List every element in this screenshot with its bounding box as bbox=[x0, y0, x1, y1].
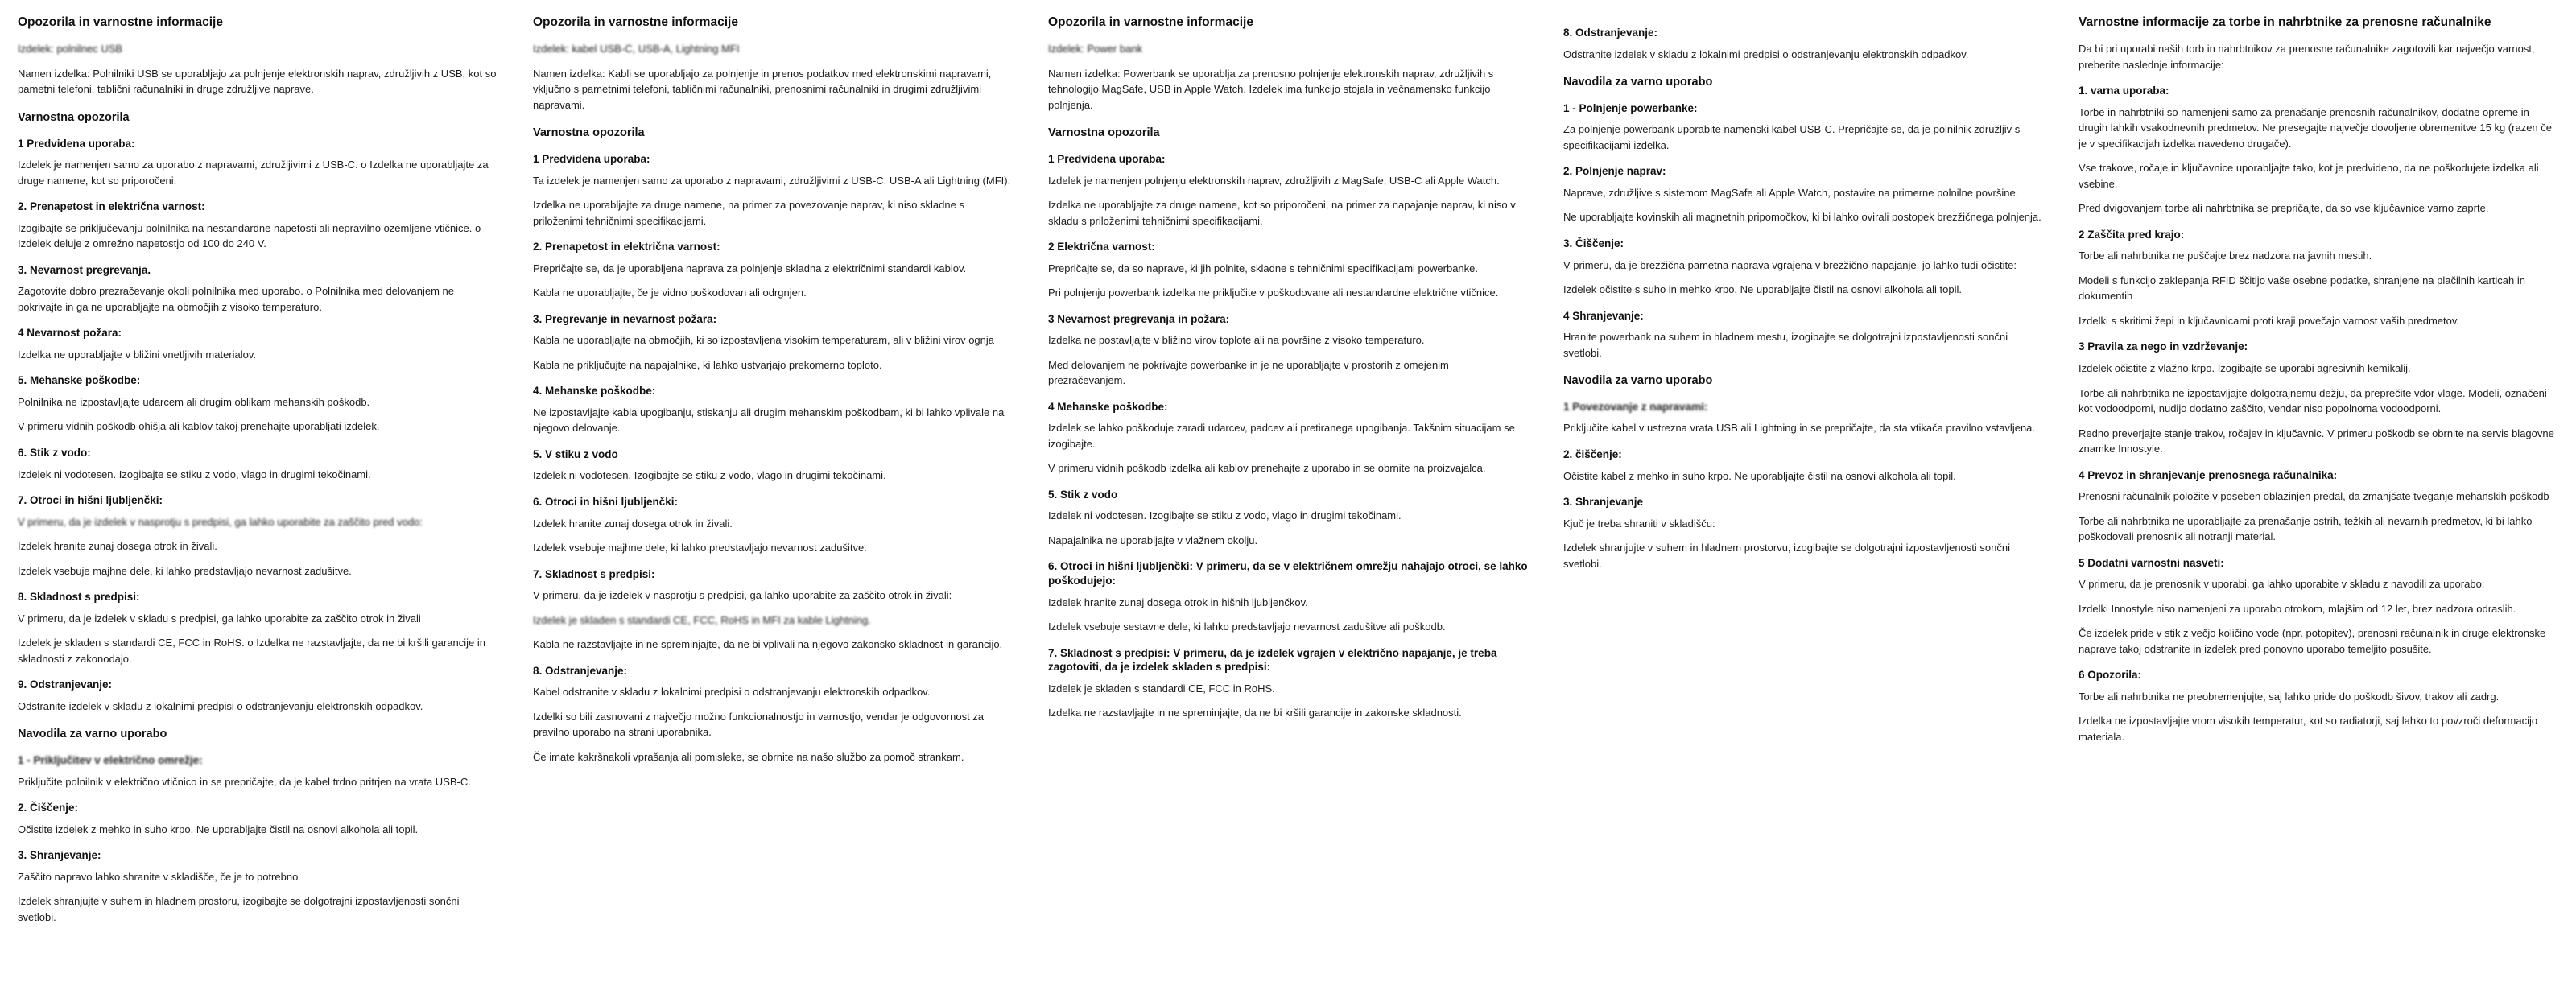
paragraph: Izdelek ni vodotesen. Izogibajte se stiku z vodo, vlago in drugimi tekočinami. bbox=[18, 468, 371, 480]
paragraph: Izdelek ni vodotesen. Izogibajte se stiku z vodo, vlago in drugimi tekočinami. bbox=[1048, 509, 1402, 522]
paragraph: Pri polnjenju powerbank izdelka ne priključite v poškodovane ali nestandardne električne vtičnice. bbox=[1048, 287, 1499, 299]
column-title: Varnostne informacije za torbe in nahrbtnike za prenosne računalnike bbox=[2079, 15, 2491, 29]
paragraph: Očistite kabel z mehko in suho krpo. Ne uporabljajte čistil na osnovi alkohola ali topil. bbox=[1563, 469, 1956, 482]
subsection-heading: 2. Polnjenje naprav: bbox=[1563, 165, 1666, 178]
subsection-heading bbox=[18, 753, 497, 768]
paragraph: Kabla ne uporabljajte, če je vidno poškodovan ali odrgnjen. bbox=[533, 287, 807, 299]
paragraph: Torbe ali nahrbtnika ne preobremenjujte, saj lahko pride do poškodb šivov, trakov ali zadrg. bbox=[2079, 690, 2500, 703]
subsection-heading: 4 Prevoz in shranjevanje prenosnega računalnika: bbox=[2079, 468, 2338, 481]
subsection-heading: 8. Odstranjevanje: bbox=[533, 664, 628, 677]
subsection-heading: 4 Shranjevanje: bbox=[1563, 309, 1644, 322]
paragraph: Izdelka ne izpostavljajte vrom visokih temperatur, kot so radiatorji, saj lahko to povzroči deformacijo materiala. bbox=[2079, 715, 2538, 743]
paragraph: Polnilnika ne izpostavljajte udarcem ali drugim oblikam mehanskih poškodb. bbox=[18, 395, 370, 408]
paragraph bbox=[18, 514, 497, 530]
subsection-heading: 2 Zaščita pred krajo: bbox=[2079, 228, 2185, 241]
paragraph: Da bi pri uporabi naših torb in nahrbtnikov za prenosne računalnike zagotovili kar največjo varnost, preberite naslednje informacije: bbox=[2079, 43, 2535, 71]
paragraph: Priključite polnilnik v električno vtičnico in se prepričajte, da je kabel trdno pritrjen na vrata USB-C. bbox=[18, 775, 471, 788]
section-heading: Varnostna opozorila bbox=[1048, 126, 1160, 140]
paragraph: Če izdelek pride v stik z večjo količino vode (npr. potopitev), prenosni računalnik in druge elektronske naprave takoj odstranite in izdelek pred ponovno uporabo temeljito posušite. bbox=[2079, 627, 2546, 655]
paragraph: V primeru vidnih poškodb ohišja ali kablov takoj prenehajte uporabljati izdelek. bbox=[18, 420, 380, 433]
column-title: Opozorila in varnostne informacije bbox=[533, 15, 738, 29]
paragraph: Torbe ali nahrbtnika ne puščajte brez nadzora na javnih mestih. bbox=[2079, 249, 2372, 262]
subsection-heading: 2 Električna varnost: bbox=[1048, 241, 1155, 254]
paragraph: Izdelek je skladen s standardi CE, FCC in RoHS. bbox=[1048, 682, 1275, 695]
paragraph: Kjuč je treba shraniti v skladišču: bbox=[1563, 517, 1715, 530]
paragraph: Izdelek vsebuje majhne dele, ki lahko predstavljajo nevarnost zadušitve. bbox=[533, 542, 867, 554]
paragraph: Izdelka ne uporabljajte za druge namene, na primer za povezovanje naprav, ki niso skladne s priloženimi tehničnimi specifikacijami. bbox=[533, 199, 964, 227]
paragraph: Izdelek očistite s suho in mehko krpo. Ne uporabljajte čistil na osnovi alkohola ali topil. bbox=[1563, 283, 1962, 296]
paragraph: Izogibajte se priključevanju polnilnika na nestandardne napetosti ali nepravilno ozemljene vtičnice. o Izdelek deluje z omrežno napetostjo od 100 do 240 V. bbox=[18, 221, 481, 250]
paragraph: Izdelek shranjujte v suhem in hladnem prostorvu, izogibajte se dolgotrajni izpostavljenosti sončni svetlobi. bbox=[1563, 542, 2010, 570]
subsection-heading: 3. Shranjevanje bbox=[1563, 496, 1644, 509]
subsection-heading: 1 Predvidena uporaba: bbox=[18, 137, 135, 150]
paragraph: Odstranite izdelek v skladu z lokalnimi predpisi o odstranjevanju elektronskih odpadkov. bbox=[18, 699, 423, 712]
subsection-heading: 2. Prenapetost in električna varnost: bbox=[533, 241, 720, 254]
paragraph: Torbe ali nahrbtnika ne izpostavljajte dolgotrajnemu dežju, da preprečite vdor vlage. Modeli, označeni kot vodoodporni, nudijo dodatno zaščito, vendar niso popolnoma vodoodporni. bbox=[2079, 386, 2547, 415]
redacted-text: Izdelek: kabel USB-C, USB-A, Lightning MFI bbox=[533, 43, 740, 56]
subsection-heading: 1 Predvidena uporaba: bbox=[533, 153, 650, 166]
subsection-heading: 2. Čiščenje: bbox=[18, 802, 79, 814]
paragraph: V primeru, da je izdelek v nasprotju s predpisi, ga lahko uporabite za zaščito otrok in živali: bbox=[533, 589, 952, 602]
subsection-heading: 3. Čiščenje: bbox=[1563, 237, 1624, 249]
paragraph: Če imate kakršnakoli vprašanja ali pomisleke, se obrnite na našo službo za pomoč strankam. bbox=[533, 750, 964, 763]
paragraph: Izdelek hranite zunaj dosega otrok in hišnih ljubljenčkov. bbox=[1048, 596, 1308, 608]
paragraph: Kabla ne priključujte na napajalnike, ki lahko ustvarjajo prekomerno toploto. bbox=[533, 358, 882, 371]
paragraph bbox=[533, 41, 1013, 57]
subsection-heading: 8. Odstranjevanje: bbox=[1563, 27, 1658, 39]
paragraph: Torbe ali nahrbtnika ne uporabljajte za prenašanje ostrih, težkih ali nevarnih predmetov, ki bi lahko poškodovali prenosnik ali notranji material. bbox=[2079, 514, 2533, 543]
column-powerbank bbox=[1030, 14, 1546, 730]
subsection-heading: 7. Otroci in hišni ljubljenčki: bbox=[18, 494, 163, 506]
subsection-heading: 3 Nevarnost pregrevanja in požara: bbox=[1048, 312, 1230, 325]
paragraph: Kabla ne uporabljajte na območjih, ki so izpostavljena visokim temperaturam, ali v bližini virov ognja bbox=[533, 334, 995, 347]
paragraph: Hranite powerbank na suhem in hladnem mestu, izogibajte se dolgotrajni izpostavljenosti sončni svetlobi. bbox=[1563, 331, 2008, 359]
subsection-heading: 6. Stik z vodo: bbox=[18, 446, 91, 459]
paragraph: Izdelka ne uporabljajte za druge namene, kot so priporočeni, na primer za napajanje naprav, ki niso v skladu s priloženimi tehničnimi specifikacijami. bbox=[1048, 199, 1516, 227]
redacted-text: Izdelek je skladen s standardi CE, FCC, RoHS in MFI za kable Lightning. bbox=[533, 613, 871, 626]
paragraph: Izdelka ne razstavljajte in ne spreminjajte, da ne bi kršili garancije in zakonske skladnosti. bbox=[1048, 707, 1462, 719]
redacted-text: Izdelek: polnilnec USB bbox=[18, 43, 123, 56]
paragraph: Priključite kabel v ustrezna vrata USB ali Lightning in se prepričajte, da sta vtikača pravilno vstavljena. bbox=[1563, 422, 2036, 435]
paragraph: V primeru, da je brezžična pametna naprava vgrajena v brezžično napajanje, jo lahko tudi očistite: bbox=[1563, 258, 2017, 271]
subsection-heading: 2. čiščenje: bbox=[1563, 447, 1622, 460]
paragraph: Namen izdelka: Kabli se uporabljajo za polnjenje in prenos podatkov med elektronskimi napravami, vključno s pametnimi telefoni, tabličnimi računalniki, prenosnimi računalniki in drugimi združljivimi napravami. bbox=[533, 67, 992, 111]
paragraph: Izdelki s skritimi žepi in ključavnicami proti kraji povečajo varnost vaših predmetov. bbox=[2079, 314, 2459, 327]
paragraph: Prepričajte se, da so naprave, ki jih polnite, skladne s tehničnimi specifikacijami powerbanke. bbox=[1048, 262, 1478, 274]
paragraph: Izdelek je skladen s standardi CE, FCC in RoHS. o Izdelka ne razstavljajte, da ne bi kršili garancije in skladnosti z zakonodajo. bbox=[18, 637, 485, 665]
paragraph: Izdelek vsebuje majhne dele, ki lahko predstavljajo nevarnost zadušitve. bbox=[18, 564, 352, 577]
section-heading: Navodila za varno uporabo bbox=[18, 728, 167, 741]
paragraph: Za polnjenje powerbank uporabite namenski kabel USB-C. Prepričajte se, da je polnilnik združljiv s specifikacijami izdelka. bbox=[1563, 123, 2021, 151]
subsection-heading: 5. Mehanske poškodbe: bbox=[18, 374, 141, 387]
subsection-heading: 6 Opozorila: bbox=[2079, 669, 2142, 682]
redacted-text: 1 Povezovanje z napravami: bbox=[1563, 400, 1708, 413]
paragraph: Namen izdelka: Polnilniki USB se uporabljajo za polnjenje elektronskih naprav, združljivih z USB, kot so pametni telefoni, tablični računalniki in druge združljive naprave. bbox=[18, 67, 497, 96]
paragraph: V primeru, da je izdelek v skladu s predpisi, ga lahko uporabite za zaščito otrok in živali bbox=[18, 612, 421, 625]
subsection-heading: 5 Dodatni varnostni nasveti: bbox=[2079, 556, 2224, 569]
paragraph: Izdelek hranite zunaj dosega otrok in živali. bbox=[533, 517, 733, 530]
section-heading: Navodila za varno uporabo bbox=[1563, 76, 1713, 89]
subsection-heading: 4 Nevarnost požara: bbox=[18, 327, 122, 340]
subsection-heading: 1 - Polnjenje powerbanke: bbox=[1563, 101, 1698, 114]
paragraph: Torbe in nahrbtniki so namenjeni samo za prenašanje prenosnih računalnikov, dodatne opreme in drugih lahkih vsakodnevnih predmetov. Ne presegajte največje dovoljene obremenitve 15 kg (razen če je v specifikacijah izdelka navedeno drugače). bbox=[2079, 105, 2552, 150]
column-powerbank-usage bbox=[1546, 14, 2061, 580]
subsection-heading: 7. Skladnost s predpisi: bbox=[533, 567, 655, 580]
paragraph: Izdelek je namenjen polnjenju elektronskih naprav, združljivih z MagSafe, USB-C ali Apple Watch. bbox=[1048, 174, 1500, 187]
redacted-text: Izdelek: Power bank bbox=[1048, 43, 1143, 56]
redacted-text: V primeru, da je izdelek v nasprotju s predpisi, ga lahko uporabite za zaščito pred vodo: bbox=[18, 515, 423, 528]
paragraph: Prenosni računalnik položite v poseben oblazinjen predal, da zmanjšate tveganje mehanskih poškodb bbox=[2079, 490, 2549, 503]
subsection-heading: 5. Stik z vodo bbox=[1048, 488, 1118, 501]
paragraph: Modeli s funkcijo zaklepanja RFID ščitijo vaše osebne podatke, shranjene na plačilnih karticah in dokumentih bbox=[2079, 274, 2525, 303]
subsection-heading: 7. Skladnost s predpisi: V primeru, da je izdelek vgrajen v električno napajanje, je treba zagotoviti, da je izdelek skladen s predpisi: bbox=[1048, 646, 1497, 674]
subsection-heading: 8. Skladnost s predpisi: bbox=[18, 591, 140, 604]
subsection-heading: 3. Pregrevanje in nevarnost požara: bbox=[533, 312, 717, 325]
subsection-heading: 6. Otroci in hišni ljubljenčki: V primeru, da se v električnem omrežju nahajajo otroci, se lahko poškodujejo: bbox=[1048, 560, 1528, 587]
paragraph: Izdelki so bili zasnovani z največjo možno funkcionalnostjo in varnostjo, vendar je odgovornost za pravilno uporabo na strani uporabnika. bbox=[533, 710, 985, 739]
subsection-heading bbox=[1563, 400, 2043, 414]
paragraph: Kabla ne razstavljajte in ne spreminjajte, da ne bi vplivali na njegovo zakonsko skladnost in garancijo. bbox=[533, 638, 1003, 651]
paragraph: Zagotovite dobro prezračevanje okoli polnilnika med uporabo. o Polnilnika med delovanjem ne pokrivajte in ga ne uporabljajte na območjih z visoko temperaturo. bbox=[18, 285, 454, 313]
paragraph: V primeru, da je prenosnik v uporabi, ga lahko uporabite v skladu z navodili za uporabo: bbox=[2079, 578, 2485, 591]
column-title: Opozorila in varnostne informacije bbox=[1048, 15, 1253, 29]
paragraph: Med delovanjem ne pokrivajte powerbanke in je ne uporabljajte v prostorih z omejenim prezračevanjem. bbox=[1048, 358, 1449, 387]
subsection-heading: 9. Odstranjevanje: bbox=[18, 678, 113, 691]
paragraph: Prepričajte se, da je uporabljena naprava za polnjenje skladna z električnimi standardi kablov. bbox=[533, 262, 967, 274]
column-usb-cable bbox=[0, 14, 515, 934]
paragraph: Redno preverjajte stanje trakov, ročajev in ključavnic. V primeru poškodb se obrnite na servis blagovne znamke Innostyle. bbox=[2079, 427, 2554, 456]
paragraph: Izdelek ni vodotesen. Izogibajte se stiku z vodo, vlago in drugimi tekočinami. bbox=[533, 469, 886, 482]
paragraph: Izdelek vsebuje sestavne dele, ki lahko predstavljajo nevarnost zadušitve ali poškodb. bbox=[1048, 621, 1446, 633]
paragraph: Napajalnika ne uporabljajte v vlažnem okolju. bbox=[1048, 534, 1258, 546]
subsection-heading: 1 Predvidena uporaba: bbox=[1048, 153, 1166, 166]
paragraph: Izdelek očistite z vlažno krpo. Izogibajte se uporabi agresivnih kemikalij. bbox=[2079, 362, 2411, 375]
section-heading: Navodila za varno uporabo bbox=[1563, 374, 1713, 388]
paragraph: Odstranite izdelek v skladu z lokalnimi predpisi o odstranjevanju elektronskih odpadkov. bbox=[1563, 47, 1969, 60]
subsection-heading: 4 Mehanske poškodbe: bbox=[1048, 400, 1168, 413]
subsection-heading: 5. V stiku z vodo bbox=[533, 447, 618, 460]
column-title: Opozorila in varnostne informacije bbox=[18, 15, 223, 29]
paragraph: Izdelki Innostyle niso namenjeni za uporabo otrokom, mlajšim od 12 let, brez nadzora odraslih. bbox=[2079, 602, 2516, 615]
subsection-heading: 2. Prenapetost in električna varnost: bbox=[18, 200, 205, 213]
paragraph: Ne uporabljajte kovinskih ali magnetnih pripomočkov, ki bi lahko ovirali postopek brezžičnega polnjenja. bbox=[1563, 211, 2041, 224]
paragraph: Izdelek shranjujte v suhem in hladnem prostoru, izogibajte se dolgotrajni izpostavljenosti sončni svetlobi. bbox=[18, 895, 460, 923]
paragraph: Očistite izdelek z mehko in suho krpo. Ne uporabljajte čistil na osnovi alkohola ali topil. bbox=[18, 823, 419, 835]
paragraph: Izdelka ne uporabljajte v bližini vnetljivih materialov. bbox=[18, 348, 257, 361]
paragraph: Zaščito napravo lahko shranite v skladišče, če je to potrebno bbox=[18, 870, 299, 883]
paragraph: Izdelka ne postavljajte v bližino virov toplote ali na površine z visoko temperaturo. bbox=[1048, 334, 1425, 347]
subsection-heading: 4. Mehanske poškodbe: bbox=[533, 385, 656, 398]
column-laptop-bags bbox=[2061, 14, 2576, 753]
paragraph: Pred dvigovanjem torbe ali nahrbtnika se prepričajte, da so vse ključavnice varno zaprte. bbox=[2079, 202, 2489, 215]
paragraph: Vse trakove, ročaje in ključavnice uporabljajte tako, kot je predvideno, da ne poškodujete izdelka ali vsebine. bbox=[2079, 162, 2539, 190]
section-heading: Varnostna opozorila bbox=[533, 126, 645, 140]
paragraph bbox=[1048, 41, 1528, 57]
subsection-heading: 3 Pravila za nego in vzdrževanje: bbox=[2079, 340, 2248, 353]
subsection-heading: 3. Shranjevanje: bbox=[18, 849, 101, 862]
paragraph bbox=[533, 612, 1013, 629]
paragraph: Izdelek se lahko poškoduje zaradi udarcev, padcev ali pretiranega upogibanja. Takšnim situacijam se izogibajte. bbox=[1048, 422, 1515, 450]
redacted-text: 1 - Priključitev v električno omrežje: bbox=[18, 753, 203, 766]
column-lightning-mfi bbox=[515, 14, 1030, 773]
paragraph: Ta izdelek je namenjen samo za uporabo z napravami, združljivimi z USB-C, USB-A ali Lightning (MFI). bbox=[533, 174, 1011, 187]
paragraph: Kabel odstranite v skladu z lokalnimi predpisi o odstranjevanju elektronskih odpadkov. bbox=[533, 686, 931, 699]
subsection-heading: 3. Nevarnost pregrevanja. bbox=[18, 263, 151, 276]
paragraph: Izdelek hranite zunaj dosega otrok in živali. bbox=[18, 540, 217, 553]
paragraph bbox=[18, 41, 497, 57]
paragraph: V primeru vidnih poškodb izdelka ali kablov prenehajte z uporabo in se obrnite na proizvajalca. bbox=[1048, 462, 1486, 475]
subsection-heading: 6. Otroci in hišni ljubljenčki: bbox=[533, 495, 679, 508]
paragraph: Namen izdelka: Powerbank se uporablja za prenosno polnjenje elektronskih naprav, združljivih s tehnologijo MagSafe, USB in Apple Watch. Izdelek ima funkcijo stojala in večnamensko funkcijo polnjenja. bbox=[1048, 67, 1494, 111]
subsection-heading: 1. varna uporaba: bbox=[2079, 85, 2169, 97]
section-heading: Varnostna opozorila bbox=[18, 110, 130, 124]
paragraph: Ne izpostavljajte kabla upogibanju, stiskanju ali drugim mehanskim poškodbam, ki bi lahko vplivale na njegovo delovanje. bbox=[533, 406, 1005, 435]
paragraph: Naprave, združljive s sistemom MagSafe ali Apple Watch, postavite na primerne polnilne površine. bbox=[1563, 186, 2019, 199]
paragraph: Izdelek je namenjen samo za uporabo z napravami, združljivimi z USB-C. o Izdelka ne uporabljajte za druge namene, kot so priporočeni. bbox=[18, 159, 489, 187]
